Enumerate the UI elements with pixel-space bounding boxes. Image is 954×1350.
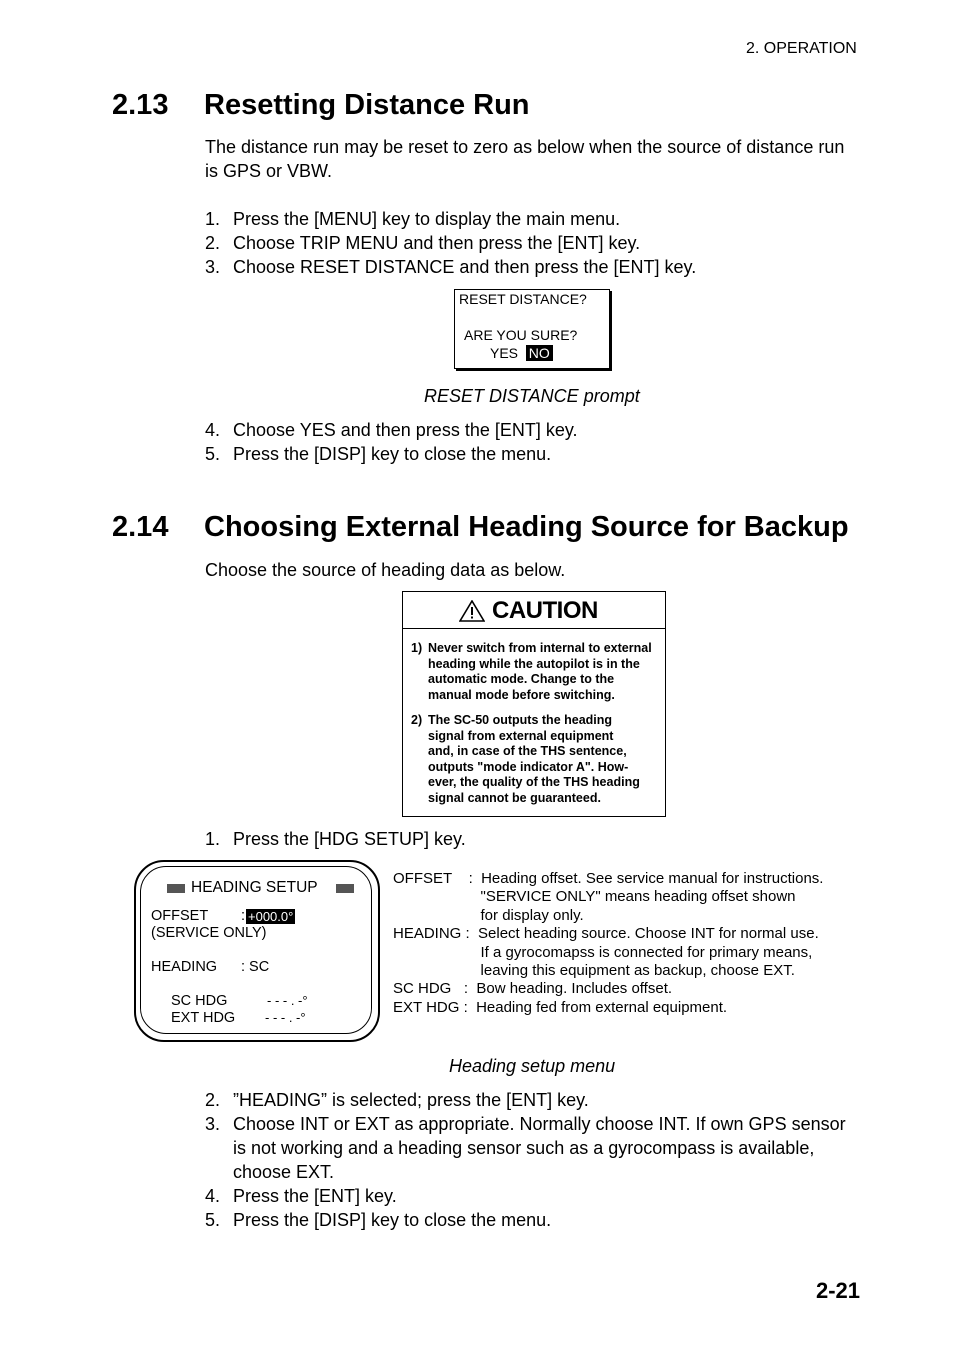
step-text <box>233 1112 846 1184</box>
step-text: Choose YES and then press the [ENT] key. <box>233 420 578 440</box>
running-header: 2. OPERATION <box>746 40 857 57</box>
step-item <box>205 207 620 231</box>
prompt-question: RESET DISTANCE? <box>459 291 587 307</box>
page-number: 2-21 <box>816 1278 861 1303</box>
menu-descriptions <box>393 870 823 1017</box>
desc-line: EXT HDG : Heading fed from external equipment. <box>393 998 728 1016</box>
step-line: Choose INT or EXT as appropriate. Normally choose INT. If own GPS sensor <box>233 1114 846 1134</box>
no-option[interactable]: NO <box>526 345 553 361</box>
desc-line: leaving this equipment as backup, choose EXT. <box>393 962 795 980</box>
step-line: is not working and a heading sensor such as a gyrocompass is available, <box>233 1138 815 1158</box>
step-text: Press the [DISP] key to close the menu. <box>233 1210 552 1230</box>
intro-line: The distance run may be reset to zero as below when the source of distance run <box>205 137 845 157</box>
ext-hdg-value: - - - . -° <box>265 1010 306 1025</box>
title-bar-right <box>336 884 354 893</box>
prompt-options <box>490 344 553 362</box>
desc-line: for display only. <box>393 906 584 924</box>
step-line: choose EXT. <box>233 1162 335 1182</box>
offset-colon: : <box>241 908 246 924</box>
step-number: 4. <box>205 1186 221 1206</box>
heading-setup-display <box>134 860 380 1042</box>
heading-value[interactable]: : SC <box>241 959 270 975</box>
caution-line: Never switch from internal to external <box>428 641 652 655</box>
step-text: Choose TRIP MENU and then press the [ENT] key. <box>233 233 641 253</box>
caution-item-number: 2) <box>411 713 423 727</box>
step-item <box>205 231 640 255</box>
desc-line: HEADING : Select heading source. Choose INT for normal use. <box>393 925 819 943</box>
step-number: 5. <box>205 444 221 464</box>
step-number: 3. <box>205 257 221 277</box>
step-number: 3. <box>205 1114 221 1134</box>
step-item <box>205 1088 589 1112</box>
step-text: Choose RESET DISTANCE and then press the [ENT] key. <box>233 257 697 277</box>
reset-distance-prompt <box>454 289 610 369</box>
caution-line: manual mode before switching. <box>428 687 615 702</box>
step-number: 2. <box>205 1090 221 1110</box>
caution-line: and, in case of the THS sentence, <box>428 744 627 759</box>
yes-option[interactable]: YES <box>490 345 519 361</box>
section-heading: Choosing External Heading Source for Backup <box>204 511 849 543</box>
caution-line: signal from external equipment <box>428 728 614 743</box>
prompt-confirm: ARE YOU SURE? <box>464 327 578 343</box>
section-intro: Choose the source of heading data as below. <box>205 560 566 580</box>
caution-line: automatic mode. Change to the <box>428 672 615 687</box>
section-intro <box>205 135 844 183</box>
figure-caption: RESET DISTANCE prompt <box>424 386 640 406</box>
section-title-2-14 <box>112 511 849 544</box>
step-number: 5. <box>205 1210 221 1230</box>
caution-item <box>411 641 661 703</box>
caution-item-number: 1) <box>411 641 423 655</box>
caution-line: outputs "mode indicator A". How- <box>428 759 629 774</box>
caution-item <box>411 713 661 807</box>
section-number: 2.13 <box>112 89 169 121</box>
step-number: 4. <box>205 420 221 440</box>
caution-header <box>403 592 665 629</box>
section-number: 2.14 <box>112 511 169 543</box>
step-item <box>205 827 466 851</box>
step-number: 1. <box>205 209 221 229</box>
service-only-note: (SERVICE ONLY) <box>151 925 267 941</box>
ext-hdg-label: EXT HDG <box>171 1010 236 1026</box>
sc-hdg-label: SC HDG <box>171 993 228 1009</box>
title-bar-left <box>167 884 185 893</box>
caution-line: The SC-50 outputs the heading <box>428 713 613 727</box>
offset-value[interactable]: +000.0° <box>248 909 294 924</box>
desc-line: "SERVICE ONLY" means heading offset shown <box>393 888 796 906</box>
desc-line: If a gyrocomapss is connected for primary means, <box>393 943 813 961</box>
menu-title: HEADING SETUP <box>191 879 318 896</box>
step-text: ”HEADING” is selected; press the [ENT] key. <box>233 1090 589 1110</box>
step-text: Press the [HDG SETUP] key. <box>233 829 466 849</box>
step-text: Press the [ENT] key. <box>233 1186 397 1206</box>
desc-line: SC HDG : Bow heading. Includes offset. <box>393 980 673 998</box>
offset-label: OFFSET <box>151 908 209 924</box>
caution-line: ever, the quality of the THS heading <box>428 775 640 790</box>
section-title-2-13 <box>112 89 530 122</box>
step-text: Press the [DISP] key to close the menu. <box>233 444 552 464</box>
step-item <box>205 1208 551 1232</box>
heading-label: HEADING <box>151 959 218 975</box>
step-number: 1. <box>205 829 221 849</box>
figure-caption: Heading setup menu <box>449 1056 616 1076</box>
step-item <box>205 1112 846 1184</box>
warning-triangle-icon <box>459 600 485 622</box>
sc-hdg-value: - - - . -° <box>267 993 308 1008</box>
section-heading: Resetting Distance Run <box>204 89 530 121</box>
caution-title: CAUTION <box>492 597 598 624</box>
step-item <box>205 442 551 466</box>
caution-line: signal cannot be guaranteed. <box>428 790 601 805</box>
step-item <box>205 418 578 442</box>
step-text: Press the [MENU] key to display the main menu. <box>233 209 621 229</box>
caution-line: heading while the autopilot is in the <box>428 656 640 671</box>
intro-line: is GPS or VBW. <box>205 161 333 181</box>
step-item <box>205 255 696 279</box>
desc-line: OFFSET : Heading offset. See service manual for instructions. <box>393 870 824 887</box>
step-number: 2. <box>205 233 221 253</box>
display-screen <box>140 866 372 1034</box>
step-item <box>205 1184 397 1208</box>
caution-box <box>402 591 666 817</box>
